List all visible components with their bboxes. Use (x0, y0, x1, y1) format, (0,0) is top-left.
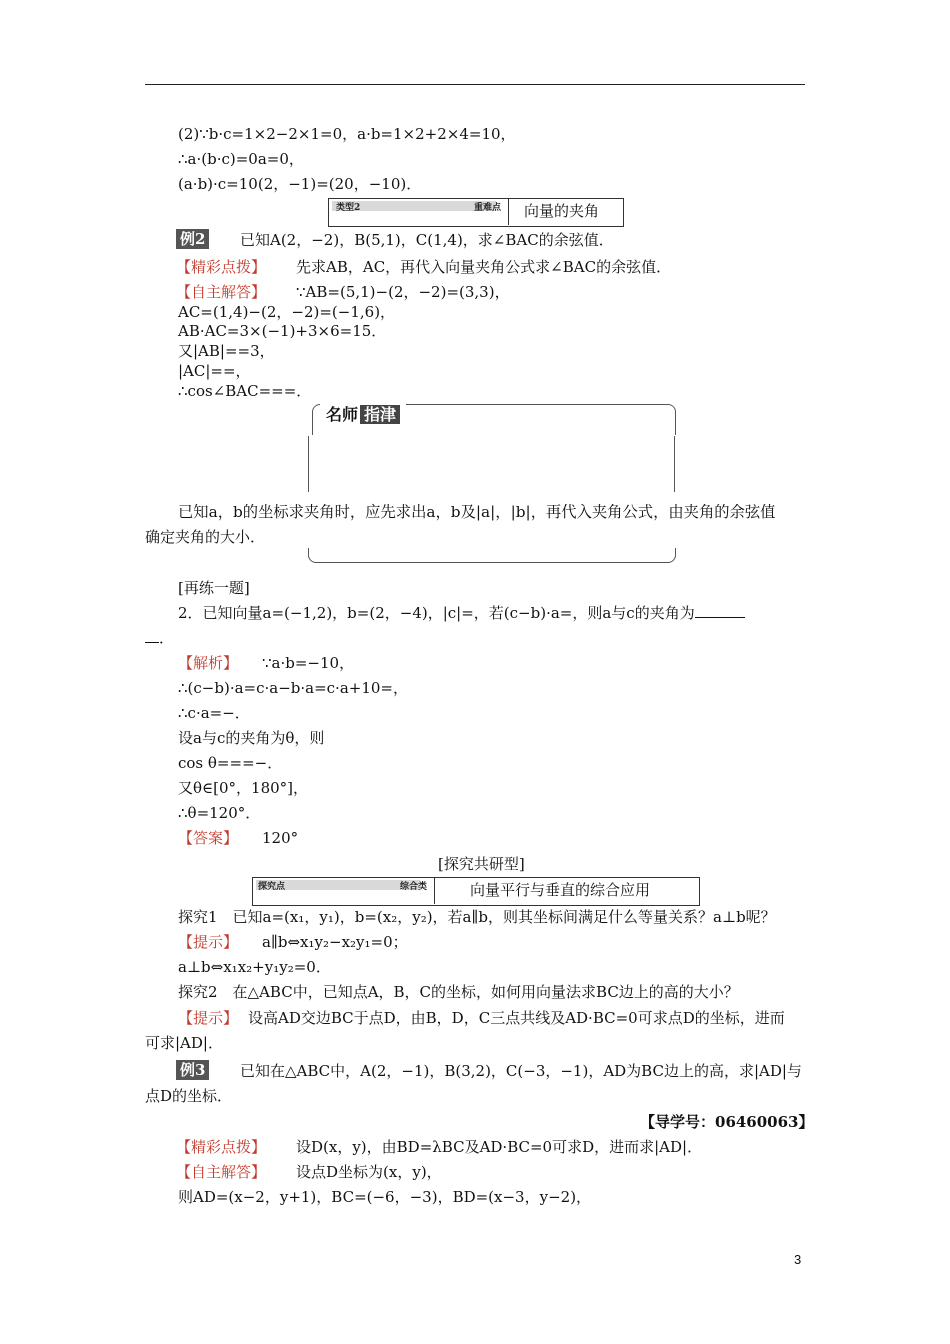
answer-blank (145, 628, 159, 643)
divider (508, 198, 509, 225)
solution-label: 【自主解答】 (176, 283, 267, 301)
line: 又|AB|==3， (178, 342, 275, 360)
answer-text: 120° (262, 829, 299, 847)
section-title: 向量平行与垂直的综合应用 (470, 881, 651, 899)
line: 探究2 在△ABC中，已知点A，B，C的坐标，如何用向量法求BC边上的高的大小？ (178, 983, 739, 1001)
line: a⊥b⇔x₁x₂+y₁y₂=0． (178, 958, 331, 976)
explore-tag: 探究点 (258, 882, 286, 892)
explore-right-tag: 综合类 (400, 882, 428, 892)
tips-box-right (674, 436, 675, 492)
hint-label: 【精彩点拨】 (176, 258, 267, 276)
question-cont (145, 627, 174, 649)
type-right-tag: 重难点 (474, 203, 502, 213)
question (178, 602, 745, 624)
divider (434, 877, 435, 904)
header-rule (145, 84, 805, 85)
line: a∥b⇔x₁y₂−x₂y₁=0； (262, 933, 408, 951)
line: ∴(c−b)·a=c·a−b·a=c·a+10=， (178, 679, 408, 697)
example-badge: 例2 (176, 229, 209, 249)
type-tag: 类型2 (336, 203, 361, 213)
analysis-label: 【解析】 (178, 654, 239, 672)
example-badge: 例3 (176, 1060, 209, 1080)
line: |AC|==， (178, 362, 251, 380)
example-text: 已知在△ABC中，A(2，−1)，B(3,2)，C(−3，−1)，AD为BC边上的高，求|AD|与 (240, 1062, 802, 1080)
line: ∴θ=120°． (178, 804, 261, 822)
example-text: 点D的坐标． (145, 1087, 233, 1105)
hint-text: 先求AB，AC，再代入向量夹角公式求∠BAC的余弦值． (296, 258, 672, 276)
page-number: 3 (794, 1252, 802, 1267)
hint-label: 【精彩点拨】 (176, 1138, 267, 1156)
line: 探究1 已知a=(x₁，y₁)，b=(x₂，y₂)，若a∥b，则其坐标间满足什么等量关系？a⊥b呢？ (178, 908, 776, 926)
line: ∴a·(b·c)=0a=0， (178, 150, 304, 168)
guide-number: 【导学号：06460063】 (640, 1113, 814, 1131)
solution-label: 【自主解答】 (176, 1163, 267, 1181)
line: 设高AD交边BC于点D，由B，D，C三点共线及AD·BC=0可求点D的坐标，进而 (248, 1009, 785, 1027)
line: 可求|AD|． (145, 1034, 223, 1052)
line: ∴c·a=−． (178, 704, 250, 722)
answer-blank (695, 603, 745, 618)
line: 设点D坐标为(x，y)， (296, 1163, 442, 1181)
tips-title-b: 指津 (360, 405, 400, 424)
line: cos θ===−． (178, 754, 283, 772)
question-text: 2．已知向量a=(−1,2)，b=(2，−4)，|c|=，若(c−b)·a=，则a与c的夹角为 (178, 604, 695, 622)
tip-label: 【提示】 (178, 933, 239, 951)
line: ∴cos∠BAC===． (178, 382, 312, 400)
tips-text: 确定夹角的大小． (145, 528, 266, 546)
line: 设a与c的夹角为θ，则 (178, 729, 325, 747)
section-title: 向量的夹角 (524, 202, 600, 220)
tips-box-left (308, 436, 309, 492)
line: ∵a·b=−10， (262, 654, 355, 672)
line: 则AD=(x−2，y+1)，BC=(−6，−3)，BD=(x−3，y−2)， (178, 1188, 592, 1206)
tips-box-title (320, 402, 406, 428)
explore-heading: [探究共研型] (438, 855, 525, 873)
question-end: ． (159, 629, 175, 647)
tips-title-a: 名师 (326, 405, 359, 424)
tips-text: 已知a，b的坐标求夹角时，应先求出a，b及|a|，|b|，再代入夹角公式，由夹角的余弦值 (178, 503, 776, 521)
practice-heading: [再练一题] (178, 579, 250, 597)
line: (2)∵b·c=1×2−2×1=0，a·b=1×2+2×4=10， (178, 125, 516, 143)
line: AC=(1,4)−(2，−2)=(−1,6)， (178, 303, 396, 321)
hint-text: 设D(x，y)，由BD=λBC及AD·BC=0可求D，进而求|AD|． (296, 1138, 703, 1156)
tip-label: 【提示】 (178, 1009, 239, 1027)
line: (a·b)·c=10(2，−1)=(20，−10)． (178, 175, 422, 193)
answer-label: 【答案】 (178, 829, 239, 847)
line: 又θ∈[0°，180°]， (178, 779, 309, 797)
example-text: 已知A(2，−2)，B(5,1)，C(1,4)，求∠BAC的余弦值． (240, 231, 614, 249)
tips-box-bottom (308, 548, 676, 563)
line: AB·AC=3×(−1)+3×6=15． (178, 322, 387, 340)
line: ∵AB=(5,1)−(2，−2)=(3,3)， (296, 283, 510, 301)
